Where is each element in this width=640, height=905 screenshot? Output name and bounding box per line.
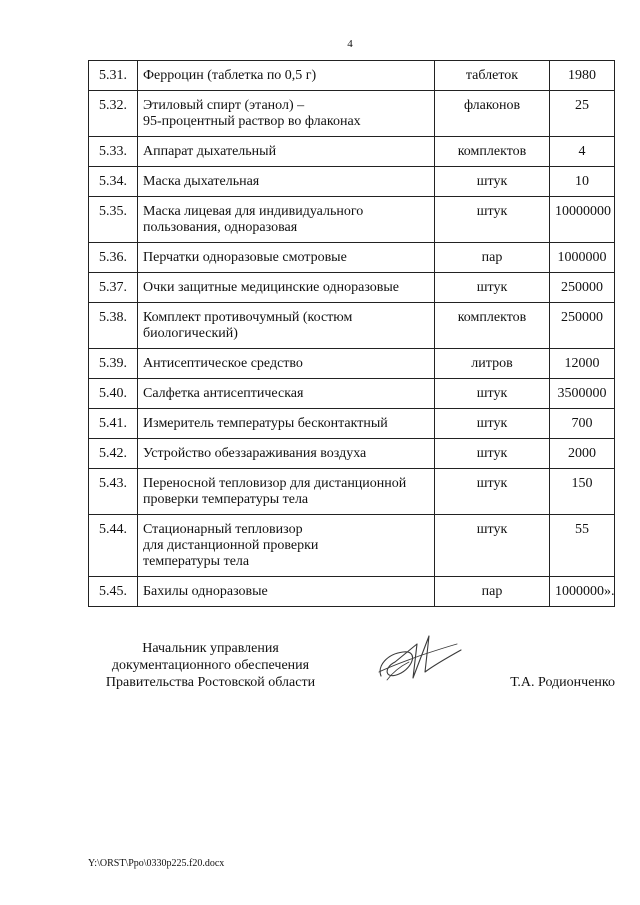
row-number: 5.31. [89, 61, 138, 91]
item-name: Бахилы одноразовые [138, 577, 435, 607]
row-number: 5.33. [89, 137, 138, 167]
item-unit: таблеток [435, 61, 550, 91]
row-number: 5.32. [89, 91, 138, 137]
row-number: 5.40. [89, 379, 138, 409]
row-number: 5.41. [89, 409, 138, 439]
item-quantity: 250000 [550, 273, 615, 303]
item-quantity: 25 [550, 91, 615, 137]
signatory-title [88, 640, 333, 691]
item-quantity: 1000000». [550, 577, 615, 607]
item-name: Измеритель температуры бесконтактный [138, 409, 435, 439]
item-quantity: 150 [550, 469, 615, 515]
item-unit: литров [435, 349, 550, 379]
item-name: Антисептическое средство [138, 349, 435, 379]
item-unit: штук [435, 379, 550, 409]
item-quantity: 1980 [550, 61, 615, 91]
item-name: Ферроцин (таблетка по 0,5 г) [138, 61, 435, 91]
row-number: 5.34. [89, 167, 138, 197]
signatory-title-line-1: Начальник управления [142, 641, 279, 656]
item-unit: штук [435, 273, 550, 303]
item-quantity: 10000000 [550, 197, 615, 243]
row-number: 5.44. [89, 515, 138, 577]
table-row [89, 469, 615, 515]
item-name: Комплект противочумный (костюм биологический) [138, 303, 435, 349]
table-row [89, 243, 615, 273]
item-unit: штук [435, 409, 550, 439]
table-row [89, 439, 615, 469]
item-unit: штук [435, 515, 550, 577]
item-quantity: 250000 [550, 303, 615, 349]
items-table [88, 60, 615, 607]
item-quantity: 2000 [550, 439, 615, 469]
signatory-title-line-3: Правительства Ростовской области [105, 675, 316, 690]
row-number: 5.42. [89, 439, 138, 469]
table-row [89, 303, 615, 349]
file-path: Y:\ORST\Ppo\0330p225.f20.docx [88, 858, 225, 869]
item-unit: штук [435, 439, 550, 469]
row-number: 5.36. [89, 243, 138, 273]
row-number: 5.45. [89, 577, 138, 607]
table-row [89, 61, 615, 91]
signatory-name: Т.А. Родионченко [510, 675, 615, 690]
table-row [89, 577, 615, 607]
item-quantity: 700 [550, 409, 615, 439]
row-number: 5.39. [89, 349, 138, 379]
table-row [89, 91, 615, 137]
table-row [89, 273, 615, 303]
item-unit: комплектов [435, 303, 550, 349]
table-row [89, 349, 615, 379]
item-unit: пар [435, 243, 550, 273]
item-name: Аппарат дыхательный [138, 137, 435, 167]
item-name: Стационарный тепловизор для дистанционной проверки температуры тела [138, 515, 435, 577]
item-name: Устройство обеззараживания воздуха [138, 439, 435, 469]
item-unit: штук [435, 197, 550, 243]
row-number: 5.43. [89, 469, 138, 515]
item-unit: флаконов [435, 91, 550, 137]
item-quantity: 12000 [550, 349, 615, 379]
item-name: Этиловый спирт (этанол) – 95-процентный раствор во флаконах [138, 91, 435, 137]
table-row [89, 197, 615, 243]
item-name: Салфетка антисептическая [138, 379, 435, 409]
item-name: Маска лицевая для индивидуального пользования, одноразовая [138, 197, 435, 243]
item-name: Перчатки одноразовые смотровые [138, 243, 435, 273]
table-row [89, 379, 615, 409]
item-quantity: 1000000 [550, 243, 615, 273]
item-name: Маска дыхательная [138, 167, 435, 197]
table-row [89, 409, 615, 439]
table-row [89, 167, 615, 197]
items-table-body [89, 61, 615, 607]
item-unit: комплектов [435, 137, 550, 167]
table-row [89, 515, 615, 577]
page-number: 4 [347, 38, 353, 50]
table-row [89, 137, 615, 167]
item-quantity: 3500000 [550, 379, 615, 409]
row-number: 5.35. [89, 197, 138, 243]
item-unit: штук [435, 469, 550, 515]
item-quantity: 55 [550, 515, 615, 577]
item-quantity: 10 [550, 167, 615, 197]
item-unit: пар [435, 577, 550, 607]
item-quantity: 4 [550, 137, 615, 167]
signatory-title-line-2: документационного обеспечения [111, 658, 310, 673]
item-name: Переносной тепловизор для дистанционной проверки температуры тела [138, 469, 435, 515]
row-number: 5.38. [89, 303, 138, 349]
signature-block [88, 640, 615, 700]
item-unit: штук [435, 167, 550, 197]
item-name: Очки защитные медицинские одноразовые [138, 273, 435, 303]
handwritten-signature [373, 632, 463, 692]
row-number: 5.37. [89, 273, 138, 303]
